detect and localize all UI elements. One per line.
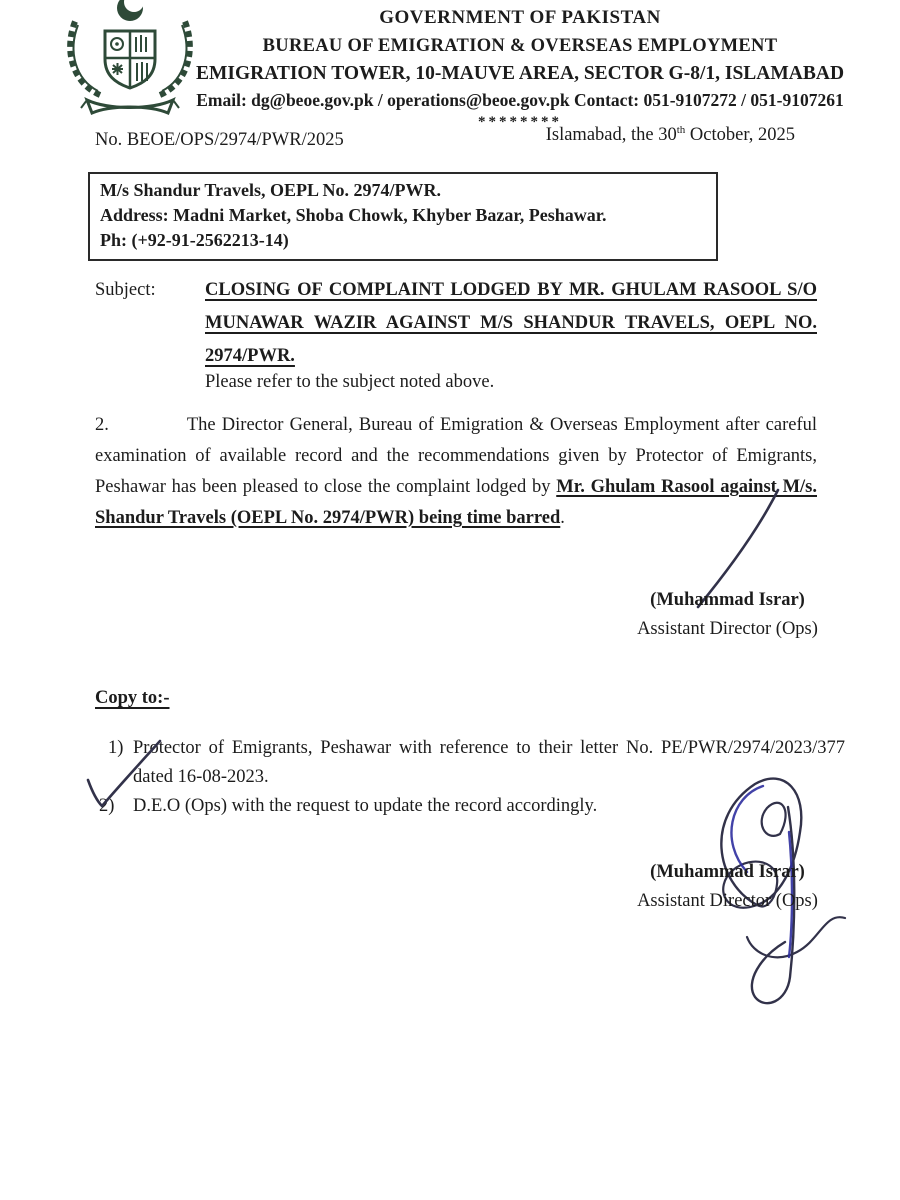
- paragraph-emphasis: Mr. Ghulam Rasool against M/s. Shandur Travels (OEPL No. 2974/PWR) being time barred: [95, 477, 817, 528]
- subject-line: CLOSING OF COMPLAINT LODGED BY MR. GHULAM RASOOL S/O: [205, 280, 817, 300]
- subject-line: MUNAWAR WAZIR AGAINST M/S SHANDUR TRAVELS, OEPL NO.: [205, 313, 817, 333]
- signatory-designation: Assistant Director (Ops): [637, 619, 818, 639]
- date-ordinal: th: [676, 124, 686, 136]
- addressee-phone: Ph: (+92-91-2562213-14): [100, 230, 289, 250]
- addressee-box: [88, 172, 718, 261]
- reference-number: No. BEOE/OPS/2974/PWR/2025: [95, 130, 344, 150]
- list-item-number: 2): [99, 796, 115, 816]
- pen-tick-mark: [80, 733, 175, 813]
- subject-line: 2974/PWR.: [205, 346, 295, 366]
- list-item-text: Protector of Emigrants, Peshawar with reference to their letter No. PE/PWR/2974/2023/377 dated 16-08-2023.: [133, 738, 845, 787]
- letterhead-contact: Email: dg@beoe.gov.pk / operations@beoe.gov.pk Contact: 051-9107272 / 051-9107261: [196, 90, 844, 111]
- subject-label: Subject:: [95, 280, 156, 300]
- letterhead-country: GOVERNMENT OF PAKISTAN: [379, 7, 661, 28]
- signatory-name: (Muhammad Israr): [650, 590, 805, 610]
- paragraph-period: .: [560, 508, 565, 528]
- date-prefix: Islamabad, the 30: [545, 125, 677, 146]
- copy-to-heading: Copy to:-: [95, 688, 170, 708]
- salutation-line: Please refer to the subject noted above.: [205, 372, 495, 392]
- date-line: [546, 124, 795, 146]
- letterhead-address: EMIGRATION TOWER, 10-MAUVE AREA, SECTOR G-8/1, ISLAMABAD: [195, 62, 845, 84]
- separator-stars: ********: [478, 114, 562, 131]
- paragraph-number: 2.: [95, 415, 109, 435]
- letterhead: [180, 6, 860, 132]
- paragraph-text: The Director General, Bureau of Emigration & Overseas Employment after careful examination of available record and the recommendations given by Protector of Emigrants, Peshawar has been pleased to close the complaint lodged by: [95, 415, 817, 497]
- addressee-name: M/s Shandur Travels, OEPL No. 2974/PWR.: [100, 180, 442, 200]
- signatory-block-2: [600, 858, 855, 916]
- list-item-text: D.E.O (Ops) with the request to update the record accordingly.: [133, 796, 598, 816]
- subject-text: [205, 274, 817, 373]
- signatory-designation: Assistant Director (Ops): [637, 891, 818, 911]
- list-item-number: 1): [108, 738, 124, 758]
- signatory-name: (Muhammad Israr): [650, 862, 805, 882]
- signatory-block: [600, 586, 855, 644]
- date-suffix: October, 2025: [685, 125, 795, 146]
- letterhead-bureau: BUREAU OF EMIGRATION & OVERSEAS EMPLOYMENT: [262, 35, 778, 56]
- addressee-address: Address: Madni Market, Shoba Chowk, Khyber Bazar, Peshawar.: [100, 205, 607, 225]
